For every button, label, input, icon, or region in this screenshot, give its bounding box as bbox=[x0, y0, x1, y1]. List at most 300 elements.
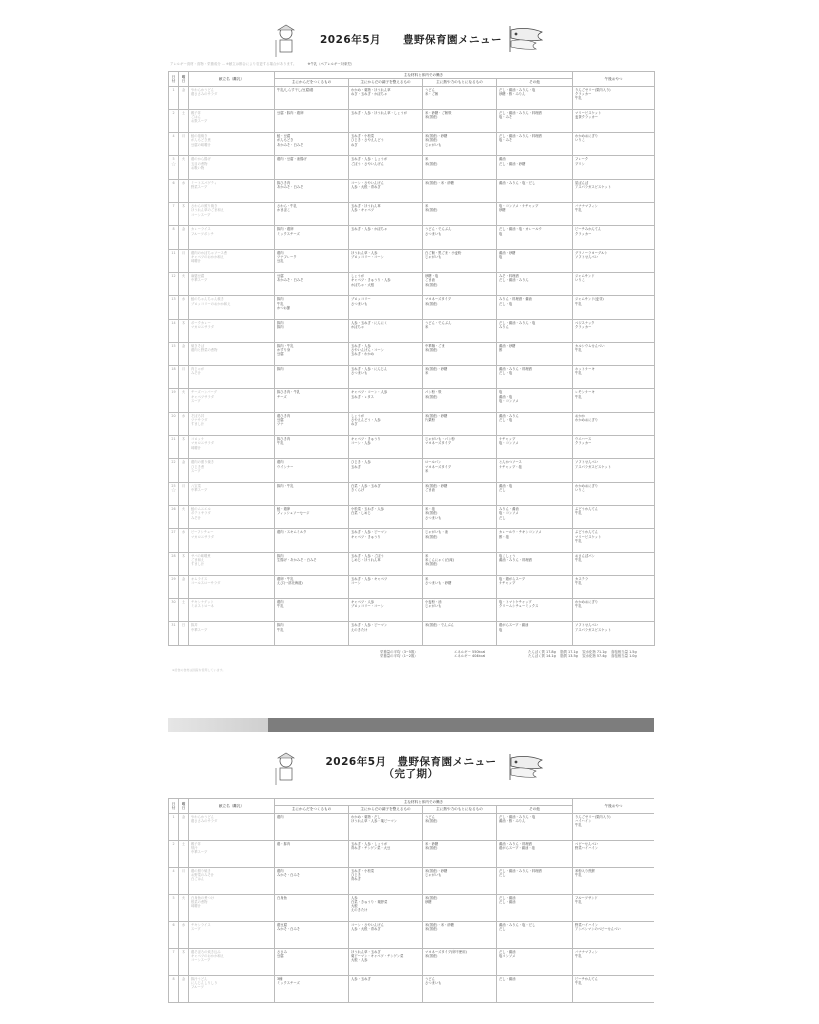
cell-other-text: 醤油 だし・醤油・砂糖 bbox=[499, 157, 526, 166]
cell-energy-text: 玉ねぎ・人参・かぼちゃ bbox=[351, 227, 388, 232]
cell-other bbox=[497, 342, 573, 365]
cell-power bbox=[423, 459, 497, 482]
cell-date bbox=[169, 529, 179, 552]
header-day: 曜日 bbox=[179, 799, 189, 814]
cell-energy bbox=[349, 203, 423, 226]
cell-snack-text: カルシウムせんべい 牛乳 bbox=[575, 343, 605, 353]
header-snack: 午後おやつ bbox=[573, 72, 655, 87]
cell-power bbox=[423, 249, 497, 272]
page-divider-bar bbox=[168, 718, 654, 732]
cell-day bbox=[179, 840, 189, 867]
cell-snack bbox=[573, 867, 654, 894]
cell-other bbox=[497, 226, 573, 249]
cell-snack-text: フレーク プリン bbox=[575, 157, 589, 166]
cell-energy-text: コーン・さやいんげん 人参・大根・青ねぎ bbox=[351, 180, 384, 190]
cell-snack bbox=[573, 109, 655, 132]
cell-body bbox=[275, 389, 349, 412]
cell-other-text: 鶏がらスープ・醤油 塩 bbox=[499, 623, 529, 632]
cell-body-text: 鶏・豚肉 bbox=[277, 841, 291, 846]
cell-energy bbox=[349, 389, 423, 412]
cell-day-text: 金 bbox=[181, 814, 186, 819]
cell-other-text: みそ・料理酒 だし・醤油・みりん bbox=[499, 273, 529, 283]
cell-date-text: 26 bbox=[171, 506, 176, 511]
cell-day-text: 土 bbox=[181, 110, 186, 115]
header-other: その他 bbox=[497, 79, 573, 86]
cell-snack bbox=[573, 156, 655, 179]
table-row bbox=[169, 921, 655, 948]
cell-body-text: 豚ひき肉・牛乳 チーズ bbox=[277, 390, 301, 399]
cell-body bbox=[275, 342, 349, 365]
cell-date-text: 30 bbox=[171, 600, 176, 605]
cell-day-text: 木 bbox=[181, 437, 186, 442]
cell-snack bbox=[573, 529, 655, 552]
cell-energy-text: 玉ねぎ・人参・ほうれん草・しょうが bbox=[351, 110, 408, 115]
cell-power-text: パン粉・麸 米(国産) bbox=[425, 390, 442, 399]
table-row bbox=[169, 156, 655, 179]
cell-body-text: 3種 ミックスチーズ bbox=[277, 976, 300, 985]
cell-body-text: 鶏肉 牛乳 bbox=[277, 600, 284, 609]
cell-day bbox=[179, 226, 189, 249]
cell-dish bbox=[189, 319, 275, 342]
star-icon: ☆ bbox=[171, 160, 177, 168]
cell-dish-text: 鶏肉のかぼちゃソース煮 キャベツのおかか和え 味噌汁 bbox=[191, 250, 228, 264]
cell-day-text: 木 bbox=[181, 320, 186, 325]
cell-other bbox=[497, 622, 573, 645]
cell-energy-text: 人参 白菜・きゅうり・葉野菜 大根 えのきたけ bbox=[351, 895, 388, 913]
cell-power-text: 砂糖・塩 ごま油 米(国産) bbox=[425, 273, 439, 287]
cell-body-text: 鶏肉・スキムミルク bbox=[277, 530, 307, 535]
cell-other bbox=[497, 179, 573, 202]
nutrition-footer bbox=[168, 650, 654, 672]
cell-other bbox=[497, 459, 573, 482]
menu-rows-completion bbox=[169, 813, 655, 1002]
cell-snack-text: 米粉入り煎餅 牛乳 bbox=[575, 868, 595, 877]
cell-day-text: 木 bbox=[181, 949, 186, 954]
notes-text: アレルギー食材・食物・栄養成分 ... ※献立は都合により変更する場合があります。 bbox=[170, 62, 297, 66]
cell-date-text: 1 bbox=[172, 814, 175, 819]
cell-day bbox=[179, 813, 189, 840]
cell-power-text: 白ご飯・黒ごま・小麦粉 じゃがいも bbox=[425, 250, 462, 259]
cell-power-text: 米・砂糖・ご飯麸 米(国産) bbox=[425, 110, 452, 120]
carbo-1: 炭水化物 71.1g bbox=[582, 649, 607, 654]
table-row bbox=[169, 226, 655, 249]
cell-date bbox=[169, 86, 179, 109]
cell-dish bbox=[189, 366, 275, 389]
cell-energy bbox=[349, 552, 423, 575]
cell-dish bbox=[189, 272, 275, 295]
table-row bbox=[169, 840, 655, 867]
cell-date bbox=[169, 436, 179, 459]
cell-other-text: だし・醤油・みりん・料理酒 塩・みそ bbox=[499, 134, 542, 143]
cell-other bbox=[497, 840, 573, 867]
cell-energy-text: 小松菜・玉ねぎ・人参 白菜・しめじ bbox=[351, 506, 384, 516]
cell-snack-text: 星ぱんぱ アスパラガスビスケット bbox=[575, 180, 611, 190]
cell-body bbox=[275, 505, 349, 528]
cell-day bbox=[179, 599, 189, 622]
cell-snack bbox=[573, 482, 655, 505]
cell-dish-text: カレーライス フルーツポンチ bbox=[191, 227, 214, 236]
cell-dish-text: 肉じゃが みそ汁 bbox=[191, 367, 205, 376]
cell-dish bbox=[189, 156, 275, 179]
cell-power bbox=[423, 552, 497, 575]
page-title-2-line1: 2026年5月 豊野保育園メニュー bbox=[325, 756, 497, 768]
cell-other bbox=[497, 867, 573, 894]
cell-dish bbox=[189, 975, 275, 1002]
cell-power-text: じゃがいも・パン粉 マヨネーズタイプ bbox=[425, 437, 455, 446]
cell-power bbox=[423, 272, 497, 295]
fat-2: 脂質 13.5g bbox=[560, 654, 578, 659]
page-title: 2026年5月 豊野保育園メニュー bbox=[319, 34, 503, 46]
cell-day bbox=[179, 482, 189, 505]
cell-other-text: だし・醤油・塩・カレールウ 塩 bbox=[499, 227, 542, 236]
cell-date bbox=[169, 179, 179, 202]
cell-body bbox=[275, 552, 349, 575]
cell-dish-text: ビーフシチュー マカロニサラダ bbox=[191, 530, 215, 539]
cell-day-text: 水 bbox=[181, 530, 186, 535]
cell-power bbox=[423, 319, 497, 342]
cell-date-text: 25 bbox=[171, 483, 176, 488]
cell-energy-text: わかめ・葉物・だし ほうれん草・人参・葉ピーマン bbox=[351, 814, 398, 823]
cell-snack-text: ピーチかんてん 牛乳 bbox=[575, 976, 598, 985]
cell-day-text: 金 bbox=[181, 576, 186, 581]
cell-snack bbox=[573, 575, 655, 598]
cell-power bbox=[423, 622, 497, 645]
cell-date bbox=[169, 921, 179, 948]
cell-dish bbox=[189, 840, 275, 867]
cell-power-text: ロールパン マヨネーズタイプ 米 bbox=[425, 460, 452, 473]
cell-body bbox=[275, 203, 349, 226]
cell-dish-text: サバの味噌煮 ごま和え すまし汁 bbox=[191, 553, 211, 567]
cell-date bbox=[169, 366, 179, 389]
cell-snack bbox=[573, 342, 655, 365]
cell-power bbox=[423, 226, 497, 249]
cell-other bbox=[497, 366, 573, 389]
cell-dish bbox=[189, 575, 275, 598]
cell-power bbox=[423, 412, 497, 435]
cell-other bbox=[497, 109, 573, 132]
cell-dish-text: そぼろ丼 ツナサラダ すまし汁 bbox=[191, 413, 208, 427]
cell-energy-text: 玉ねぎ・人参 さやいんげん・コーン 玉ねぎ・わかめ bbox=[351, 343, 384, 357]
cell-date-text: 15 bbox=[171, 343, 176, 348]
cell-snack bbox=[573, 921, 654, 948]
cell-power-text: 米(国産)・砂糖 片栗粉 bbox=[425, 413, 448, 423]
cell-snack-text: ベジスナック クラッカー bbox=[575, 320, 595, 329]
cell-snack-text: おかか わかめおにぎり bbox=[575, 413, 599, 423]
cell-dish bbox=[189, 179, 275, 202]
cell-snack bbox=[573, 226, 655, 249]
cell-dish bbox=[189, 226, 275, 249]
cell-body bbox=[275, 482, 349, 505]
cell-power-text: 米(国産)・でんぷん bbox=[425, 623, 454, 628]
cell-power-text: 米(国産)・砂糖 米(国産) じゃがいも bbox=[425, 134, 448, 147]
cell-energy-text: 玉ねぎ・小松菜 ひじき 青ねぎ bbox=[351, 868, 375, 882]
cell-body-text: 鮭・豆腐 がんもどき あかみそ・白みそ bbox=[277, 134, 304, 147]
menu-page-completion bbox=[168, 748, 654, 1024]
cell-body-text: 豚ひき肉 牛乳 bbox=[277, 437, 291, 446]
cell-power-text: うどん 米・ご飯 bbox=[425, 87, 439, 96]
cell-dish-text: ミートスパゲティ 野菜スープ bbox=[191, 180, 218, 190]
cell-energy bbox=[349, 948, 423, 975]
table-row bbox=[169, 975, 655, 1002]
cell-power-text: 中華麺・ごま 米(国産) bbox=[425, 343, 445, 353]
cell-body-text: 豚肉 牛乳 かつお節 bbox=[277, 297, 291, 310]
cell-energy-text: コーン・さやいんげん 人参・大根・青ねぎ bbox=[351, 922, 384, 931]
cell-other-text: 塩こしょう 醤油・みりん・料理酒 bbox=[499, 553, 532, 562]
cell-dish bbox=[189, 948, 275, 975]
cell-date bbox=[169, 552, 179, 575]
protein-1: たんぱく質 17.8g bbox=[528, 649, 556, 654]
cell-snack-text: マリービスケット 麦茶クラッカー bbox=[575, 110, 602, 120]
cell-body-text: 豚肉 bbox=[277, 367, 284, 372]
header-body: 主にからだをつくるもの bbox=[275, 806, 349, 813]
cell-other-text: 醤油・砂糖 塩 bbox=[499, 250, 516, 259]
table-row bbox=[169, 505, 655, 528]
cell-energy bbox=[349, 575, 423, 598]
table-row bbox=[169, 203, 655, 226]
cell-day bbox=[179, 342, 189, 365]
cell-date bbox=[169, 412, 179, 435]
cell-energy-text: 白菜・人参・玉ねぎ きくらげ bbox=[351, 483, 381, 492]
header-power: 主に熱や力のもとになるもの bbox=[423, 79, 497, 86]
cell-day bbox=[179, 86, 189, 109]
cell-power bbox=[423, 840, 497, 867]
carp-streamer-icon bbox=[506, 24, 546, 54]
cell-power bbox=[423, 342, 497, 365]
cell-body bbox=[275, 840, 349, 867]
cell-day-text: 木 bbox=[181, 553, 186, 558]
cell-body-text: 鮭・鶏卵 フィッシュソーセージ bbox=[277, 506, 310, 516]
cell-date bbox=[169, 156, 179, 179]
cell-date-text: 31 bbox=[171, 623, 176, 628]
cell-other-text: だし・醤油・みりん・料理酒 だし bbox=[499, 868, 542, 877]
cell-day-text: 金 bbox=[181, 87, 186, 92]
cell-body bbox=[275, 921, 349, 948]
cell-energy bbox=[349, 840, 423, 867]
cell-energy bbox=[349, 226, 423, 249]
cell-snack bbox=[573, 599, 655, 622]
cell-energy-text: しょうが キャベツ・きゅうり・人参 かぼちゃ・大根 bbox=[351, 273, 391, 287]
cell-power bbox=[423, 505, 497, 528]
cell-energy bbox=[349, 109, 423, 132]
cell-day-text: 水 bbox=[181, 922, 186, 927]
table-row bbox=[169, 482, 655, 505]
cell-energy bbox=[349, 867, 423, 894]
cell-snack bbox=[573, 948, 654, 975]
header-date: 日付 bbox=[169, 799, 179, 814]
cell-energy bbox=[349, 894, 423, 921]
cell-other bbox=[497, 894, 573, 921]
header-dish: 献立名（離乳） bbox=[189, 799, 275, 814]
cell-date-text: 28 bbox=[171, 553, 176, 558]
cell-dish bbox=[189, 296, 275, 319]
cell-day-text: 火 bbox=[181, 157, 186, 162]
cell-day bbox=[179, 179, 189, 202]
cell-other-text: だし・醤油 塩コンソメ bbox=[499, 949, 516, 958]
cell-other-text: だし・醤油・みりん・塩 醤油・酢・みりん bbox=[499, 814, 536, 823]
cell-dish-text: 鶏のから揚げ 五目の煮物 お吸い物 bbox=[191, 157, 211, 171]
cell-body-text: 牛乳/しらす干し/豆腐/鶏 bbox=[277, 87, 314, 92]
cell-date-text: 8 bbox=[172, 227, 175, 232]
cell-date-text: 18 bbox=[171, 367, 176, 372]
footnote: ※給食の食材は国産を使用しています。 bbox=[172, 667, 226, 672]
cell-energy bbox=[349, 505, 423, 528]
cell-day bbox=[179, 529, 189, 552]
cell-energy bbox=[349, 599, 423, 622]
cell-energy-text: キャベツ・きゅうり コーン・人参 bbox=[351, 437, 381, 446]
cell-body bbox=[275, 948, 349, 975]
cell-dish-text: やわらかうどん 鶏ささみのサラダ bbox=[191, 87, 218, 96]
cell-other-text: 塩・トマトケチャップ クリームシチューミックス bbox=[499, 600, 539, 609]
cell-date-text: 6 bbox=[172, 180, 175, 185]
cell-power bbox=[423, 296, 497, 319]
cell-day-text: 土 bbox=[181, 600, 186, 605]
table-row bbox=[169, 366, 655, 389]
cell-energy-text: キャベツ・コーン・人参 玉ねぎ・レタス bbox=[351, 390, 388, 399]
cell-date-text: 1 bbox=[172, 87, 175, 92]
cell-dish bbox=[189, 412, 275, 435]
divider-dark-segment bbox=[268, 718, 654, 732]
cell-snack-text: ホットケーキ 牛乳 bbox=[575, 367, 595, 376]
cell-dish-text: さわらの照り焼き ほうれん草のごま和え コーンスープ bbox=[191, 204, 224, 217]
cell-power-text: うどん・でんぷん さつまいも bbox=[425, 227, 452, 236]
cell-body bbox=[275, 319, 349, 342]
cell-dish-text: ポークカレー マカロニサラダ bbox=[191, 320, 215, 329]
cell-dish bbox=[189, 921, 275, 948]
cell-power-text: 米 米こんにゃく(白滝) 米(国産) bbox=[425, 553, 454, 567]
cell-dish bbox=[189, 249, 275, 272]
cell-body bbox=[275, 575, 349, 598]
cell-power bbox=[423, 599, 497, 622]
cell-other bbox=[497, 599, 573, 622]
cell-day-text: 火 bbox=[181, 506, 186, 511]
menu-table-completion bbox=[168, 798, 654, 1003]
cell-energy bbox=[349, 342, 423, 365]
header-main-group: 主な材料と体内での働き bbox=[275, 72, 573, 79]
cell-dish-text: 鶏の照り焼き お野菜のみそ汁 白ごはん bbox=[191, 868, 215, 882]
cell-dish bbox=[189, 894, 275, 921]
cell-power-text: 米(国産)・砂糖 じゃがいも bbox=[425, 868, 448, 877]
cell-power-text: じゃがいも・油 米(国産) bbox=[425, 530, 449, 539]
cell-day bbox=[179, 948, 189, 975]
star-icon: ☆ bbox=[171, 486, 177, 494]
cell-other-text: みりん・醤油 塩・コンソメ だし bbox=[499, 506, 519, 520]
cell-body-text: 豚肉・牛乳 bbox=[277, 483, 294, 488]
divider-light-segment bbox=[168, 718, 268, 732]
cell-body bbox=[275, 459, 349, 482]
cell-power bbox=[423, 179, 497, 202]
cell-date bbox=[169, 296, 179, 319]
cell-date bbox=[169, 622, 179, 645]
cell-dish-text: チキンナゲット ミネストローネ bbox=[191, 600, 214, 609]
cell-date bbox=[169, 948, 179, 975]
cell-other-text: だし・醤油・みりん・塩 砂糖・酢・みりん bbox=[499, 87, 536, 96]
cell-date bbox=[169, 319, 179, 342]
cell-date bbox=[169, 482, 179, 505]
page-header-2 bbox=[168, 748, 654, 790]
cell-energy-text: ひじき・人参 玉ねぎ bbox=[351, 460, 371, 469]
cell-date bbox=[169, 272, 179, 295]
cell-power bbox=[423, 894, 497, 921]
cell-day bbox=[179, 412, 189, 435]
cell-date-text: 5 bbox=[172, 895, 175, 900]
cell-other-text: 醤油・みりん・料理酒 鶏がらスープ・醤油・塩 bbox=[499, 841, 535, 850]
cell-date bbox=[169, 575, 179, 598]
cell-body bbox=[275, 366, 349, 389]
cell-body bbox=[275, 179, 349, 202]
cell-energy-text: 玉ねぎ・人参・ピーマン キャベツ・きゅうり bbox=[351, 530, 388, 539]
cell-power-text: 米 米(国産) bbox=[425, 204, 438, 213]
cell-snack bbox=[573, 622, 655, 645]
cell-dish-text: 鮭のムニエル ポテトサラダ みそ汁 bbox=[191, 506, 211, 520]
cell-snack bbox=[573, 840, 654, 867]
cell-day bbox=[179, 133, 189, 156]
cell-power bbox=[423, 867, 497, 894]
cell-day bbox=[179, 921, 189, 948]
cell-power bbox=[423, 133, 497, 156]
cell-dish-text: やわらかうどん 鶏ささみのサラダ bbox=[191, 814, 218, 823]
cell-day-text: 金 bbox=[181, 343, 186, 348]
cell-day bbox=[179, 575, 189, 598]
cell-other bbox=[497, 389, 573, 412]
table-row bbox=[169, 622, 655, 645]
cell-energy bbox=[349, 86, 423, 109]
cell-snack-text: りんごゼリー(果肉入り) ハイハイン 牛乳 bbox=[575, 814, 611, 828]
cell-other bbox=[497, 86, 573, 109]
cell-other bbox=[497, 319, 573, 342]
cell-other-text: だし・醤油 だし・醤油 bbox=[499, 895, 516, 904]
table-row bbox=[169, 575, 655, 598]
cell-other bbox=[497, 921, 573, 948]
cell-power-text: 米(国産)・米・砂糖 bbox=[425, 180, 454, 185]
table-row bbox=[169, 86, 655, 109]
cell-dish-text: 鮭の塩焼き がんもどき煮 豆腐の味噌汁 bbox=[191, 134, 211, 147]
cell-day-text: 月 bbox=[181, 250, 186, 255]
cell-date-text: 14 bbox=[171, 320, 176, 325]
cell-snack-text: ウエハース クラッカー bbox=[575, 437, 592, 446]
cell-day bbox=[179, 975, 189, 1002]
cell-day-text: 月 bbox=[181, 134, 186, 139]
cell-energy bbox=[349, 249, 423, 272]
cell-other-text: 醤油・みりん・塩・だし bbox=[499, 180, 536, 185]
cell-dish bbox=[189, 599, 275, 622]
cell-power bbox=[423, 921, 497, 948]
cell-dish-text: 豚丼 中華スープ bbox=[191, 623, 208, 632]
cell-energy-text: わかめ・葉物・ほうれん草 ねぎ・玉ねぎ・かぼちゃ bbox=[351, 87, 391, 96]
cell-energy bbox=[349, 319, 423, 342]
cell-snack bbox=[573, 436, 655, 459]
cell-other bbox=[497, 133, 573, 156]
table-row bbox=[169, 459, 655, 482]
cell-dish-text: 親子丼 ごはん お麩スープ bbox=[191, 110, 208, 124]
cell-day bbox=[179, 436, 189, 459]
cell-body bbox=[275, 226, 349, 249]
table-row bbox=[169, 599, 655, 622]
cell-day-text: 金 bbox=[181, 976, 186, 981]
energy-1: エネルギー 550kcal bbox=[454, 649, 486, 654]
table-row bbox=[169, 249, 655, 272]
cell-power bbox=[423, 436, 497, 459]
cell-energy bbox=[349, 529, 423, 552]
cell-other bbox=[497, 505, 573, 528]
cell-day-text: 水 bbox=[181, 297, 186, 302]
cell-dish bbox=[189, 459, 275, 482]
cell-date bbox=[169, 840, 179, 867]
cell-snack bbox=[573, 389, 655, 412]
cell-other-text: 醤油・砂糖 酢 bbox=[499, 343, 516, 353]
allergy-note: ※牛乳（ペアレルギー対象児） bbox=[307, 62, 355, 66]
cell-dish bbox=[189, 867, 275, 894]
cell-energy bbox=[349, 921, 423, 948]
